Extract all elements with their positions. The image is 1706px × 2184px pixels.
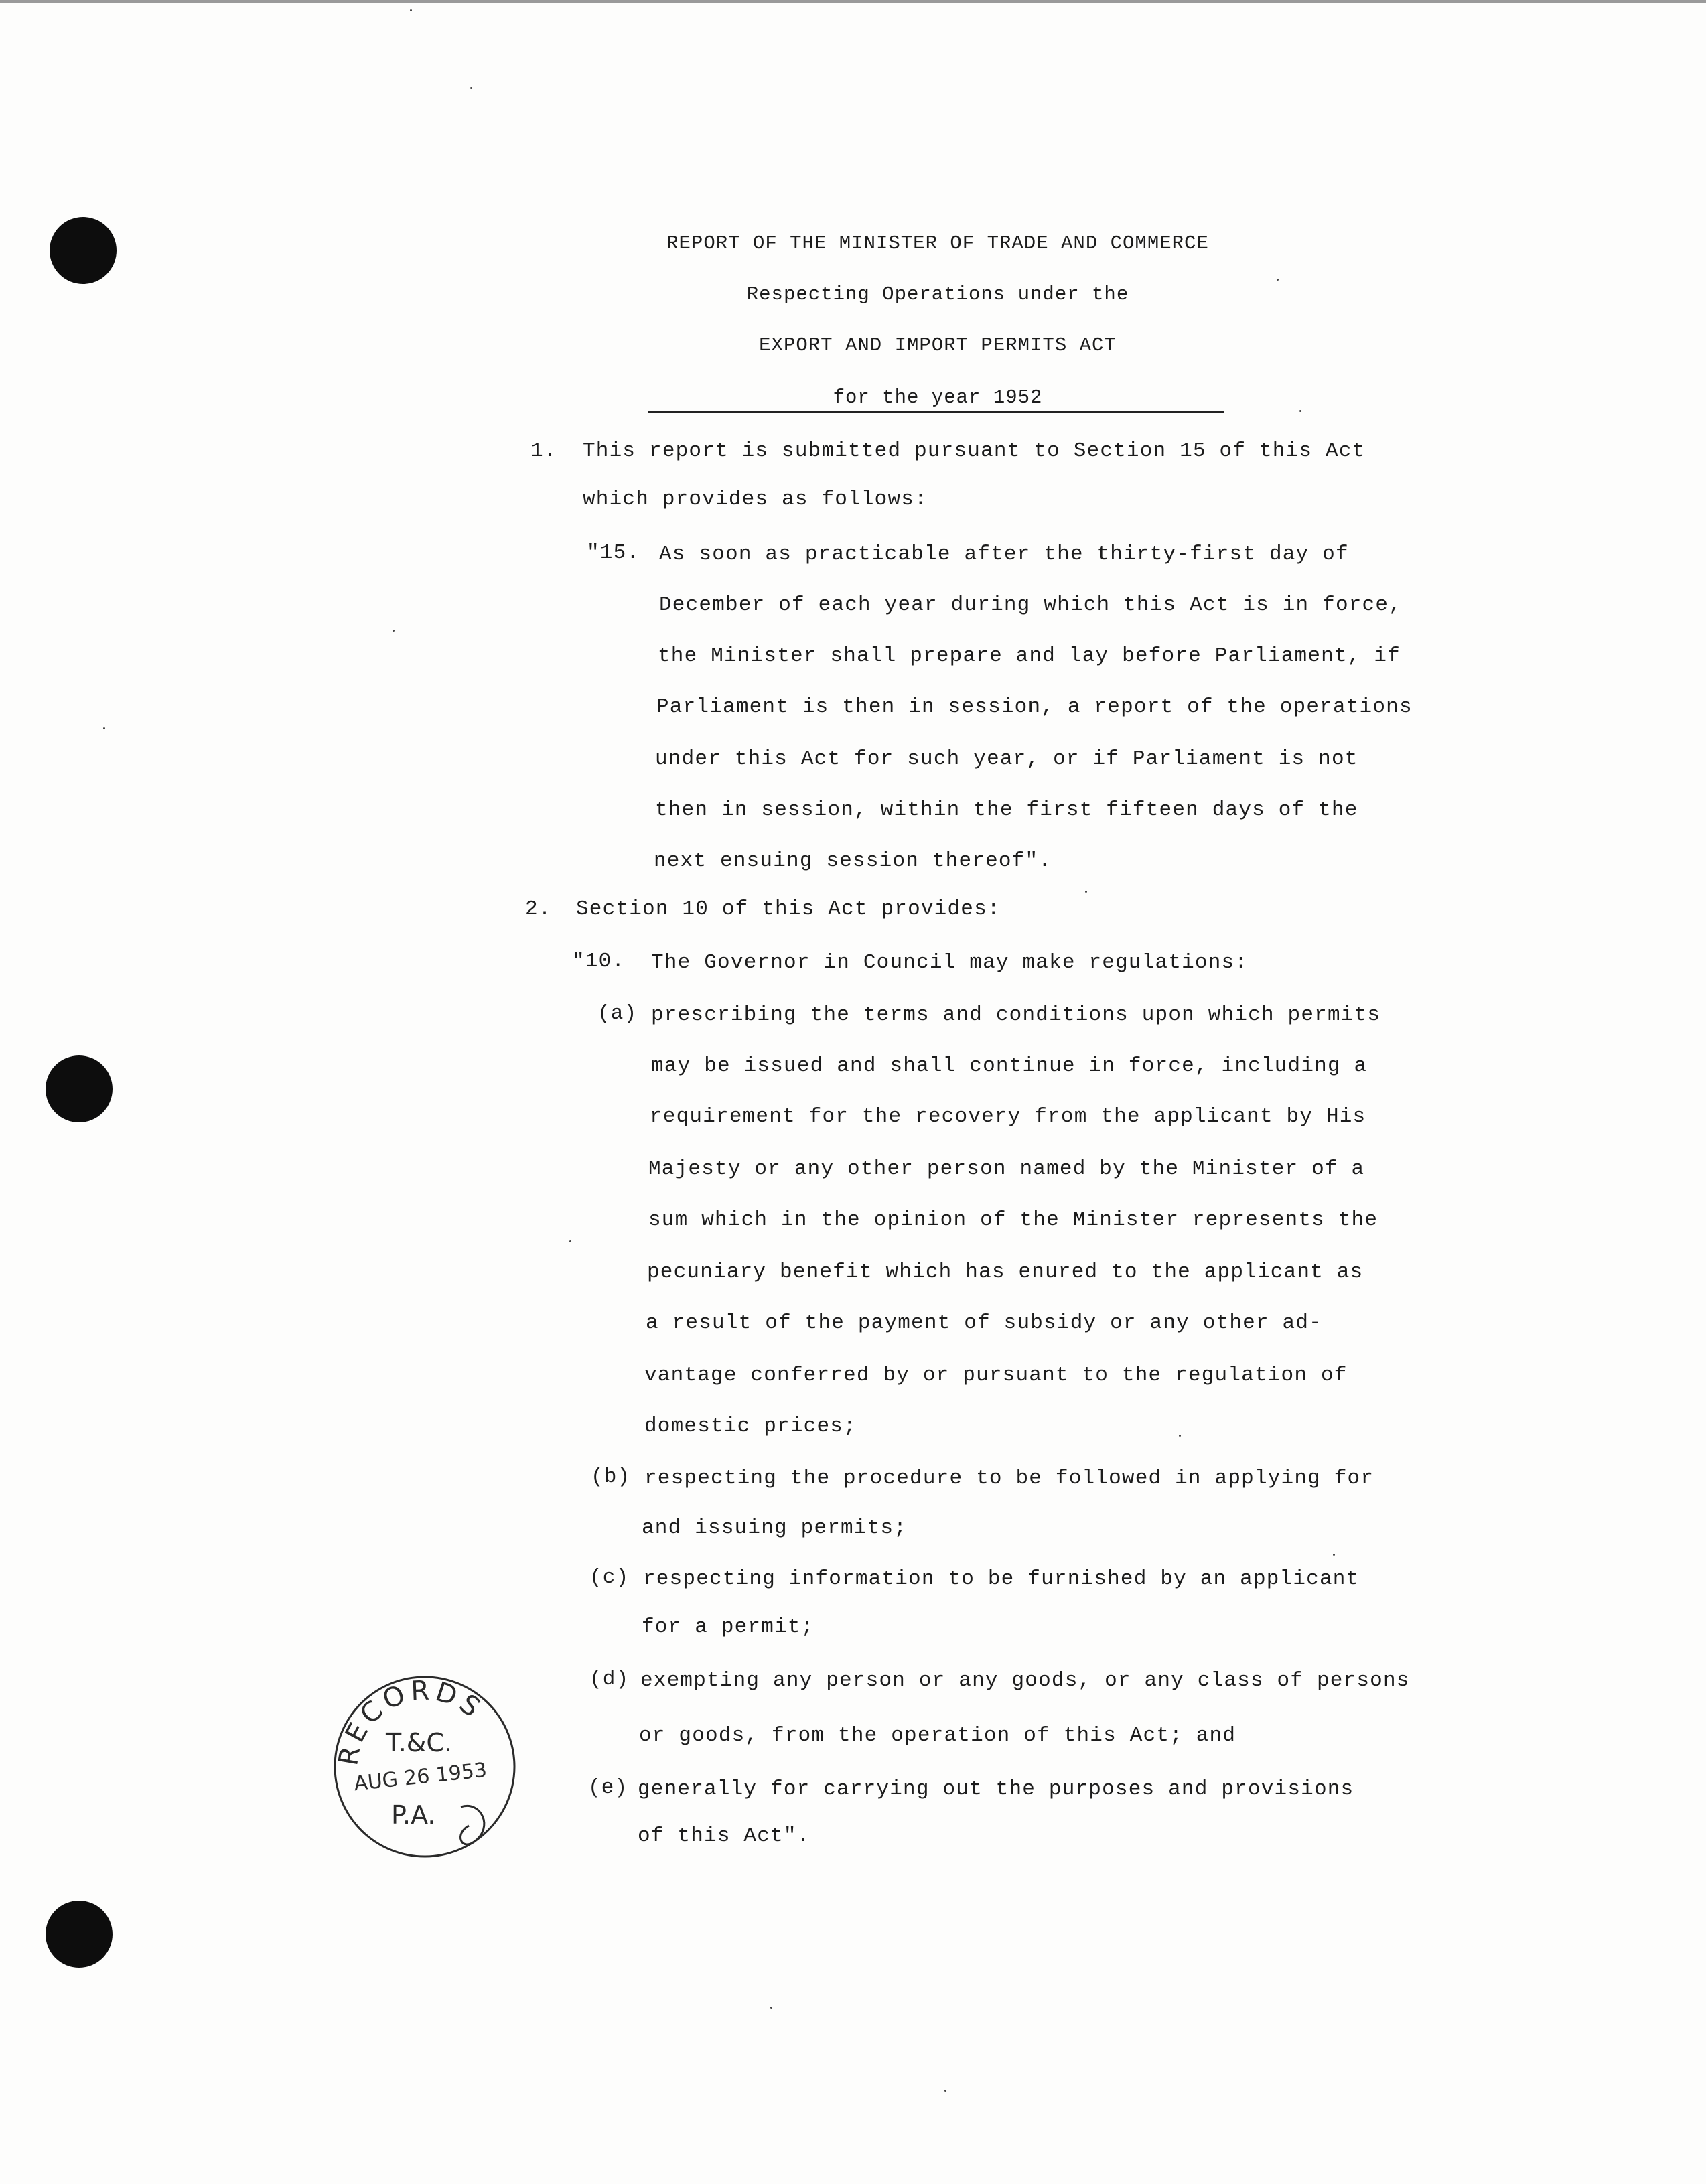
scan-speck: [1333, 1554, 1335, 1556]
report-subtitle: Respecting Operations under the: [746, 283, 1129, 305]
quote15-line: then in session, within the first fifteen days of the: [655, 798, 1358, 822]
heading-underline: [648, 411, 1224, 413]
quote15-line: Parliament is then in session, a report of the operations: [656, 695, 1413, 719]
item-a-line: Majesty or any other person named by the Minister of a: [648, 1157, 1365, 1181]
para1-line-1: This report is submitted pursuant to Section 15 of this Act: [583, 439, 1366, 463]
scan-speck: [1179, 1435, 1181, 1437]
item-e-label: (e): [588, 1776, 628, 1800]
scan-top-edge: [0, 0, 1706, 3]
quote15-line: next ensuing session thereof".: [654, 849, 1052, 873]
stamp-date: AUG 26 1953: [352, 1758, 488, 1796]
scan-speck: [1085, 891, 1087, 893]
punch-hole-top: [50, 217, 117, 284]
item-e-line: of this Act".: [638, 1824, 810, 1848]
report-year: for the year 1952: [833, 386, 1043, 409]
quote15-line: December of each year during which this Act is in force,: [659, 593, 1402, 617]
para2-line-1: Section 10 of this Act provides:: [576, 897, 1001, 921]
item-a-line: a result of the payment of subsidy or any other ad-: [646, 1311, 1322, 1335]
stamp-department: T.&C.: [386, 1728, 453, 1757]
scan-speck: [103, 727, 105, 729]
punch-hole-bottom: [46, 1901, 113, 1968]
item-a-line: domestic prices;: [644, 1414, 857, 1438]
item-b-line: and issuing permits;: [642, 1516, 908, 1540]
item-e-line: generally for carrying out the purposes and provisions: [638, 1777, 1354, 1801]
item-a-line: sum which in the opinion of the Minister represents the: [648, 1208, 1378, 1232]
scan-speck: [944, 2090, 946, 2092]
item-a-line: prescribing the terms and conditions upon which permits: [651, 1003, 1381, 1027]
scan-speck: [770, 2007, 772, 2009]
report-title: REPORT OF THE MINISTER OF TRADE AND COMMERCE: [666, 232, 1209, 254]
item-d-line: or goods, from the operation of this Act; and: [639, 1724, 1236, 1747]
item-c-label: (c): [589, 1566, 630, 1589]
item-a-line: requirement for the recovery from the applicant by His: [650, 1105, 1366, 1129]
quote15-line: the Minister shall prepare and lay before Parliament, if: [658, 644, 1401, 668]
stamp-initials: P.A.: [391, 1800, 436, 1830]
scan-speck: [1299, 410, 1301, 412]
item-d-label: (d): [589, 1668, 630, 1691]
stamp-arc-text: RECORDS: [333, 1675, 489, 1768]
quote15-line: under this Act for such year, or if Parliament is not: [655, 747, 1358, 771]
quote15-number: "15.: [587, 541, 640, 565]
scan-speck: [393, 630, 395, 632]
act-name: EXPORT AND IMPORT PERMITS ACT: [759, 334, 1117, 356]
records-stamp: [327, 1666, 522, 1862]
para2-number: 2.: [525, 897, 552, 921]
item-c-line: for a permit;: [642, 1615, 814, 1639]
item-b-label: (b): [591, 1465, 631, 1489]
punch-hole-middle: [46, 1055, 113, 1122]
item-d-line: exempting any person or any goods, or any class of persons: [640, 1669, 1410, 1692]
stamp-ring-icon: [327, 1666, 522, 1862]
para1-number: 1.: [530, 439, 557, 463]
item-a-label: (a): [597, 1002, 638, 1025]
scan-speck: [410, 9, 412, 11]
scan-speck: [1277, 279, 1279, 281]
item-a-line: pecuniary benefit which has enured to the applicant as: [647, 1260, 1364, 1284]
scan-speck: [470, 87, 472, 89]
item-b-line: respecting the procedure to be followed in applying for: [644, 1467, 1374, 1490]
quote10-intro: The Governor in Council may make regulations:: [651, 951, 1249, 974]
quote15-line: As soon as practicable after the thirty-first day of: [659, 542, 1349, 566]
item-c-line: respecting information to be furnished by an applicant: [643, 1567, 1360, 1591]
scan-speck: [569, 1240, 571, 1242]
item-a-line: vantage conferred by or pursuant to the regulation of: [644, 1364, 1348, 1387]
quote10-number: "10.: [572, 950, 626, 973]
item-a-line: may be issued and shall continue in force, including a: [651, 1054, 1368, 1078]
para1-line-2: which provides as follows:: [583, 488, 928, 511]
